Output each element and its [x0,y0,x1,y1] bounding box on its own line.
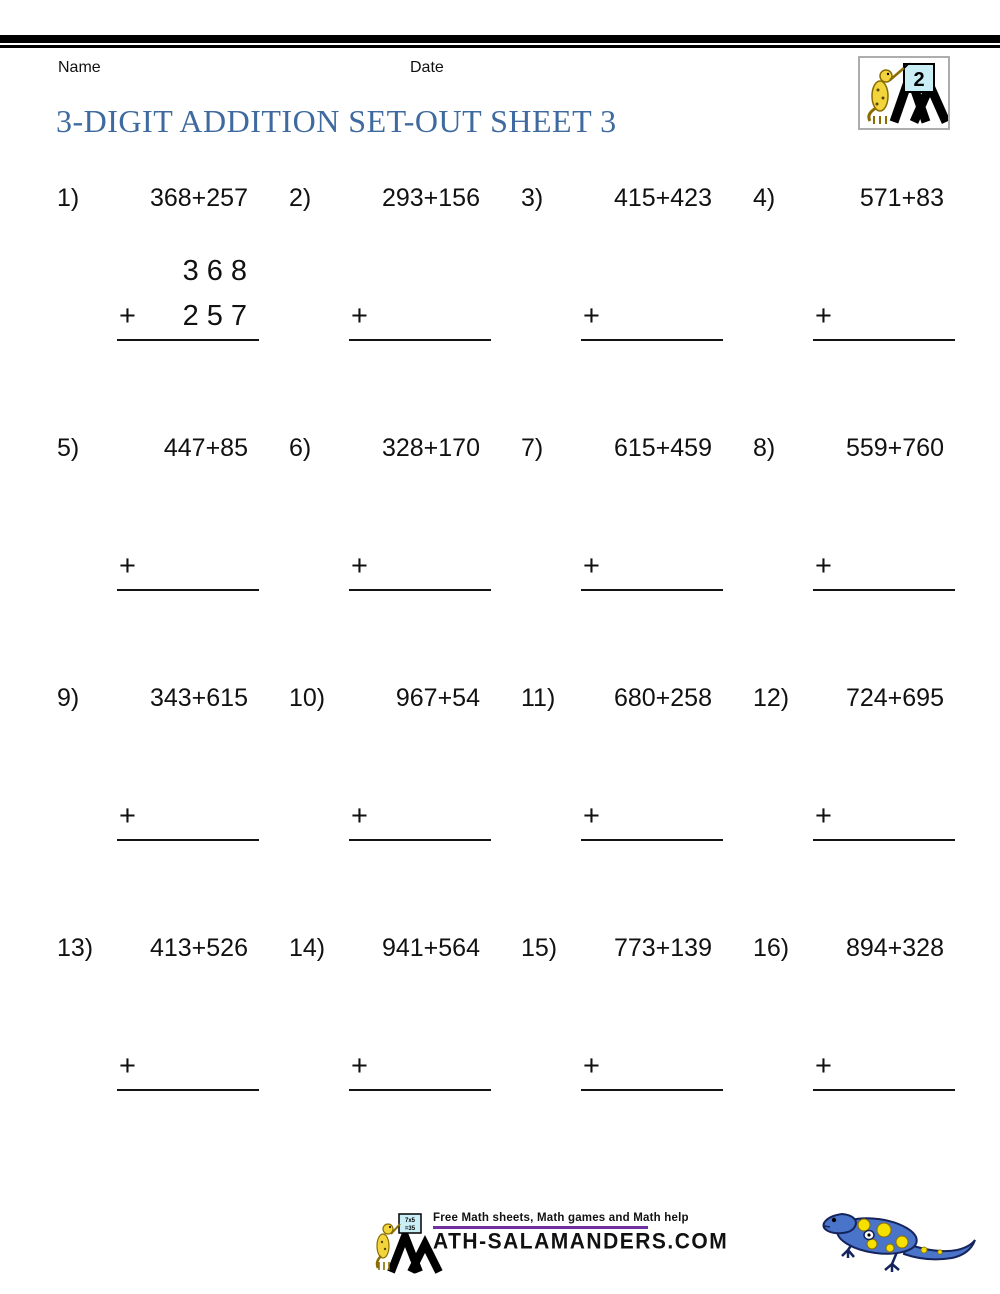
problem-workspace [117,963,259,1091]
problem-cell [521,933,712,1183]
setout-top-addend [581,499,723,543]
setout-top-addend [349,499,491,543]
problem-workspace [581,963,723,1091]
answer-line [117,1089,259,1091]
plus-sign: + [351,300,368,332]
problem-workspace [813,963,955,1091]
salamander-eye [832,1218,836,1222]
problem-number: 5) [57,434,80,462]
problem-expression: 941+564 [381,934,480,962]
blue-salamander-icon [812,1192,982,1277]
problem-number: 7) [521,434,544,462]
problem-number: 6) [289,434,312,462]
problem-number: 14) [289,934,326,962]
problem-cell [521,683,712,933]
problem-workspace [349,213,491,341]
page-title: 3-DIGIT ADDITION SET-OUT SHEET 3 [56,103,617,139]
problem-workspace [581,213,723,341]
problem-cell [289,183,480,433]
setout-top-addend [813,749,955,793]
answer-line [349,839,491,841]
setout-top-addend [581,249,723,293]
problem-workspace [813,713,955,841]
plus-sign: + [815,300,832,332]
answer-line [117,839,259,841]
answer-line [581,839,723,841]
answer-line [581,589,723,591]
name-field-label: Name [58,59,101,76]
setout-top-addend [349,999,491,1043]
footer-site-name: ATH-SALAMANDERS.COM [433,1229,729,1254]
answer-line [813,839,955,841]
answer-line [117,339,259,341]
plus-sign: + [119,800,136,832]
problem-workspace [813,463,955,591]
problem-number: 10) [289,684,326,712]
setout-top-addend [581,999,723,1043]
problem-cell [57,183,255,433]
answer-line [349,339,491,341]
problem-expression: 559+760 [845,434,944,462]
problem-number: 2) [289,184,312,212]
setout-top-addend [117,749,259,793]
setout-top-addend [349,249,491,293]
answer-line [349,1089,491,1091]
problem-cell [57,683,248,933]
problem-workspace [581,713,723,841]
problem-expression: 680+258 [613,684,712,712]
problem-expression: 724+695 [845,684,944,712]
plus-sign: + [351,1050,368,1082]
problem-number: 13) [57,934,94,962]
problem-cell [753,433,944,683]
problem-number: 12) [753,684,790,712]
salamander-mouth [824,1226,830,1227]
problem-workspace [349,963,491,1091]
footer-board-text: 7x5 [404,1218,416,1224]
plus-sign: + [583,800,600,832]
problem-cell [57,433,248,683]
problem-cell [521,183,712,433]
answer-line [813,589,955,591]
plus-sign: + [119,550,136,582]
plus-sign: + [351,550,368,582]
plus-sign: + [815,1050,832,1082]
problem-number: 3) [521,184,544,212]
problem-cell [521,433,712,683]
setout-top-addend [117,999,259,1043]
problem-expression: 415+423 [613,184,712,212]
answer-line [581,1089,723,1091]
answer-line [581,339,723,341]
plus-sign: + [119,1050,136,1082]
plus-sign: + [583,1050,600,1082]
date-field-label: Date [410,59,444,76]
problem-workspace [117,463,259,591]
problem-workspace [813,213,955,341]
setout-bottom-addend: 257 [182,300,255,332]
problem-expression: 293+156 [381,184,480,212]
problem-expression: 447+85 [163,434,248,462]
answer-line [813,1089,955,1091]
problem-number: 4) [753,184,776,212]
problem-cell [57,933,248,1183]
salamander-head [824,1214,857,1233]
plus-sign: + [583,550,600,582]
problem-cell [289,433,480,683]
problem-cell [753,183,944,433]
problem-number: 8) [753,434,776,462]
hind-leg [885,1252,899,1272]
problem-cell [753,683,944,933]
problem-workspace [117,713,259,841]
salamander-body [872,81,888,111]
setout-top-addend [813,249,955,293]
problems-grid [57,183,944,1183]
footer-tagline: Free Math sheets, Math games and Math help [433,1212,689,1224]
problem-expression: 894+328 [845,934,944,962]
plus-sign: + [583,300,600,332]
problem-number: 9) [57,684,80,712]
footer-board-text2: =35 [404,1226,416,1232]
problem-workspace [581,463,723,591]
problem-workspace [117,213,259,341]
setout-top-addend [349,749,491,793]
setout-top-addend [117,499,259,543]
problem-expression: 328+170 [381,434,480,462]
plus-sign: + [351,800,368,832]
problem-workspace [349,713,491,841]
setout-top-addend [581,749,723,793]
problem-number: 11) [521,684,556,712]
plus-sign: + [815,550,832,582]
problem-cell [289,683,480,933]
footer-brand [373,1212,728,1274]
setout-top-addend [813,499,955,543]
problem-expression: 413+526 [149,934,248,962]
answer-line [349,589,491,591]
math-salamanders-badge [858,56,950,130]
footer-salamander-body [377,1234,389,1258]
problem-workspace [349,463,491,591]
salamander-writing-icon [860,58,948,128]
answer-line [117,589,259,591]
badge-number: 2 [913,69,925,91]
plus-sign: + [119,300,136,332]
answer-line [813,339,955,341]
setout-top-addend [813,999,955,1043]
problem-expression: 343+615 [149,684,248,712]
problem-expression: 967+54 [395,684,480,712]
problem-expression: 571+83 [859,184,944,212]
salamander-legs [874,116,886,124]
setout-top-addend: 368 [182,255,255,287]
problem-number: 1) [57,184,80,212]
problem-cell [753,933,944,1183]
plus-sign: + [815,800,832,832]
problem-number: 15) [521,934,558,962]
top-divider-bar [0,35,1000,48]
problem-cell [289,933,480,1183]
problem-expression: 773+139 [613,934,712,962]
problem-number: 16) [753,934,790,962]
problem-expression: 615+459 [613,434,712,462]
problem-expression: 368+257 [149,184,248,212]
